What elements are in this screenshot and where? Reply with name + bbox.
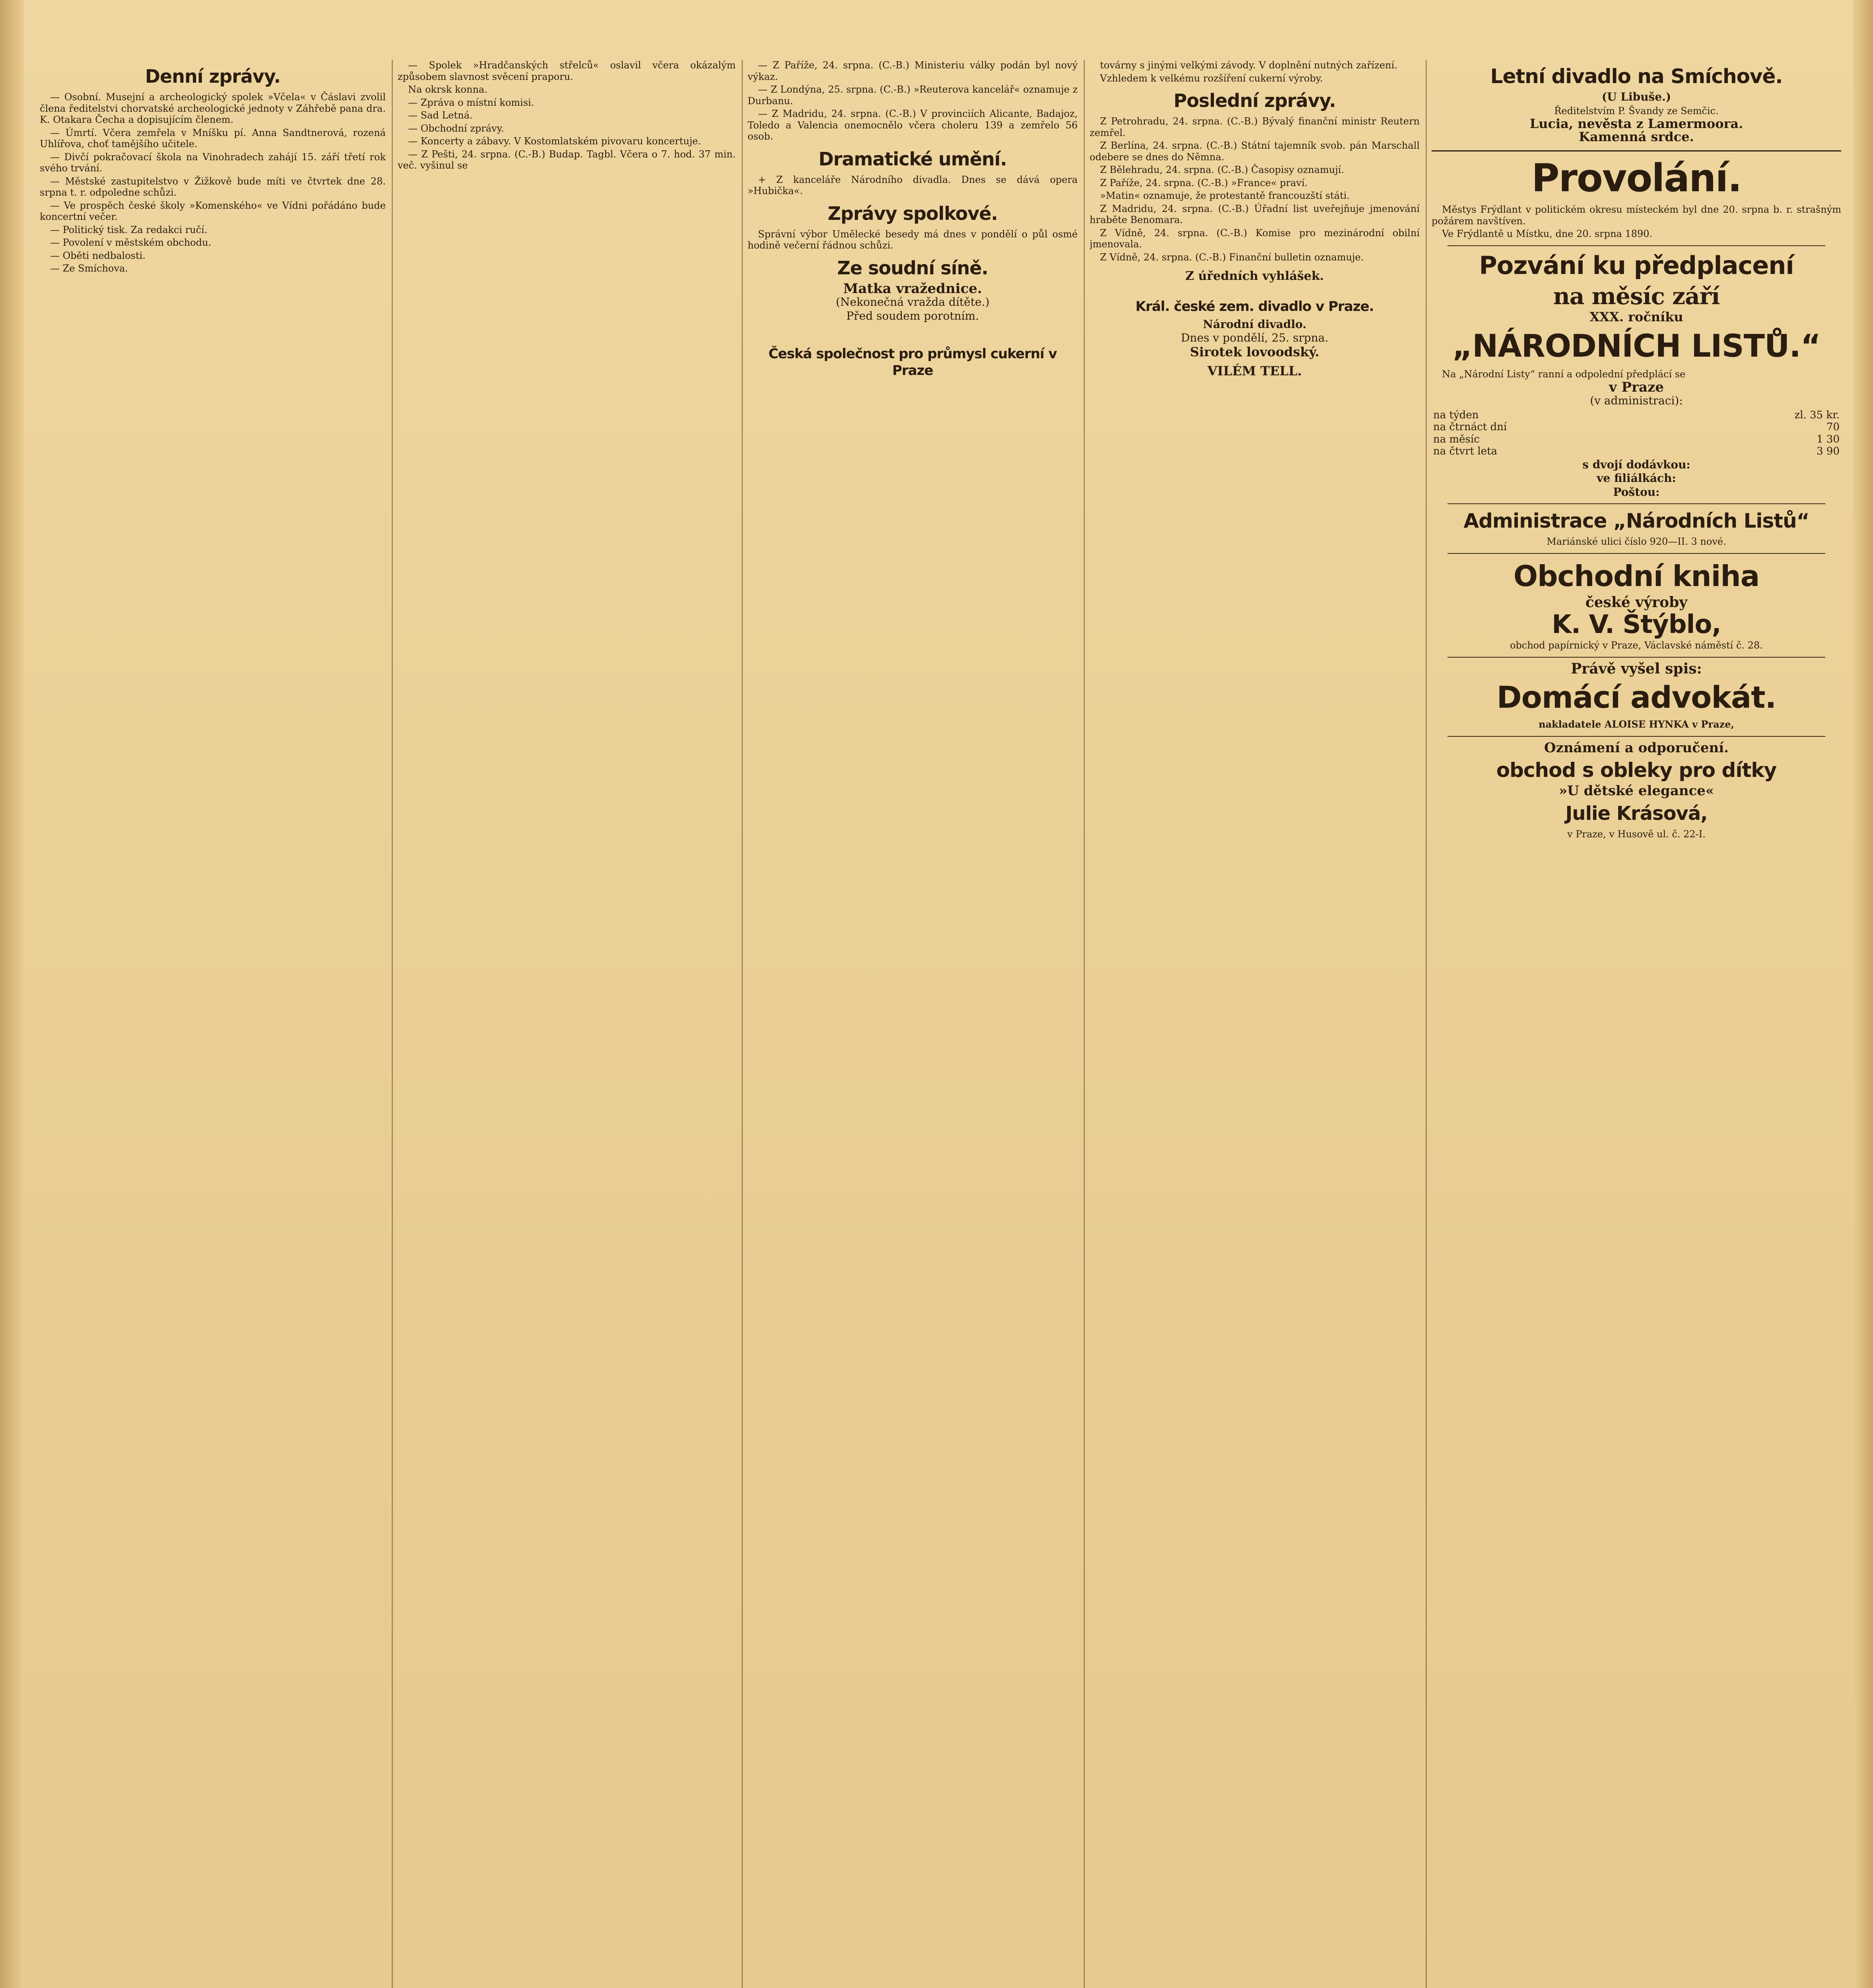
column-4 (1090, 60, 1420, 1988)
article-paragraph: továrny s jinými velkými závody. V doplnění nutných zařízení. (1100, 60, 1397, 71)
heading-julie-krasova: Julie Krásová, (1565, 802, 1708, 825)
heading-ze-soudni-sine: Ze soudní síně. (837, 257, 988, 279)
heading-kral-divadlo: Král. české zem. divadlo v Praze. (1135, 298, 1374, 315)
news-item: Z Madridu, 24. srpna. (C.-B.) Úřadní list uveřejňuje jmenování hraběte Benomara. (1090, 203, 1420, 225)
subheading-u-libuse: (U Libuše.) (1601, 90, 1671, 103)
heading-styblo: K. V. Štýblo, (1552, 610, 1721, 639)
news-item: Z Bělehradu, 24. srpna. (C.-B.) Časopisy oznamují. (1100, 164, 1344, 175)
article-paragraph: — Oběti nedbalosti. (50, 250, 146, 261)
subheading-ceske-vyroby: české výroby (1585, 594, 1688, 611)
subheading-narodni-divadlo: Národní divadlo. (1203, 317, 1307, 331)
administration-address: Mariánské ulici číslo 920—II. 3 nové. (1547, 536, 1726, 547)
price-row (1432, 409, 1841, 421)
heading-dramaticke-umeni: Dramatické umění. (818, 148, 1007, 170)
heading-provolani: Provolání. (1432, 150, 1841, 200)
article-paragraph: — Z Londýna, 25. srpna. (C.-B.) »Reuterova kancelář« oznamuje z Durbanu. (748, 84, 1078, 107)
article-paragraph: — Divčí pokračovací škola na Vinohradech zahájí 15. září třetí rok svého trvání. (40, 151, 386, 174)
article-paragraph: — Ze Smíchova. (50, 263, 128, 274)
separator (1447, 503, 1825, 504)
column-rule (1084, 60, 1085, 1988)
heading-denni-zpravy: Denní zprávy. (145, 66, 281, 87)
article-paragraph: — Z Paříže, 24. srpna. (C.-B.) Ministeriu války podán byl nový výkaz. (748, 60, 1078, 82)
article-paragraph: — Zpráva o místní komisi. (408, 97, 534, 108)
page-edge-right (1853, 0, 1873, 1988)
article-paragraph: — Ve prospěch české školy »Komenského« ve Vídni pořádáno bude koncertní večer. (40, 200, 386, 222)
price-row (1432, 433, 1841, 446)
heading-administrace: Administrace „Národních Listů“ (1463, 509, 1809, 532)
separator (1447, 245, 1825, 246)
price-period: na měsíc (1433, 433, 1480, 445)
heading-posledni-zpravy: Poslední zprávy. (1174, 90, 1336, 111)
theatre-line: Kamenná srdce. (1579, 129, 1694, 144)
price-value: zl. 35 kr. (1794, 409, 1840, 421)
appeal-signature: Ve Frýdlantě u Místku, dne 20. srpna 1890. (1442, 228, 1653, 239)
separator (1447, 657, 1825, 658)
column-rule (1426, 60, 1427, 1988)
price-row (1432, 445, 1841, 458)
heading-uredni-vyhlasky: Z úředních vyhlášek. (1185, 269, 1324, 283)
heading-ceska-spolecnost: Česká společnost pro průmysl cukerní v Praze (768, 346, 1057, 379)
separator (1447, 736, 1825, 737)
price-period: na čtrnáct dní (1433, 421, 1507, 433)
subheading-matka-vrazednice: Matka vražednice. (843, 280, 982, 297)
price-period: na týden (1433, 409, 1479, 421)
article-paragraph: — Politický tisk. Za redakci ručí. (50, 224, 208, 235)
heading-letni-divadlo: Letní divadlo na Smíchově. (1490, 65, 1783, 88)
performance-title: Sirotek lovoodský. (1190, 344, 1319, 359)
heading-oznameni: Oznámení a odporučení. (1544, 740, 1729, 756)
performance-date: Dnes v pondělí, 25. srpna. (1181, 331, 1329, 344)
subheading-vysel-spis: Právě vyšel spis: (1571, 660, 1702, 677)
news-item: »Matin« oznamuje, že protestantě francouzští státi. (1100, 190, 1350, 201)
price-period: na čtvrt leta (1433, 445, 1498, 457)
theatre-line: Ředitelstvím P. Švandy ze Semčic. (1554, 105, 1719, 116)
next-performance-title: VILÉM TELL. (1207, 363, 1302, 379)
article-paragraph: — Spolek »Hradčanských střelců« oslavil včera okázalým způsobem slavnost svěcení praporu. (398, 60, 736, 82)
subheading-note: Před soudem porotním. (846, 309, 979, 322)
styblo-address: obchod papírnický v Praze, Václavské náměstí č. 28. (1510, 640, 1763, 651)
news-item: Z Vídně, 24. srpna. (C.-B.) Komise pro mezinárodní obilní jmenovala. (1090, 227, 1420, 250)
subheading-filialky: ve filiálkách: (1597, 472, 1676, 485)
price-table (1432, 409, 1841, 458)
subheading-rocnik: XXX. ročníku (1589, 309, 1683, 324)
article-paragraph: Správní výbor Umělecké besedy má dnes v pondělí o půl osmé hodině večerní řádnou schůzi. (748, 228, 1078, 251)
article-paragraph: — Povolení v městském obchodu. (50, 237, 212, 248)
article-paragraph: Na okrsk konna. (408, 84, 488, 95)
heading-zpravy-spolkove: Zprávy spolkové. (828, 202, 998, 224)
heading-obchodni-kniha: Obchodní kniha (1513, 559, 1760, 593)
subheading-note: (Nekonečná vražda dítěte.) (835, 295, 990, 309)
article-paragraph: — Sad Letná. (408, 110, 473, 121)
page-edge-left (0, 0, 24, 1988)
column-5-advertisements (1432, 60, 1841, 1988)
column-rule (742, 60, 743, 1988)
article-paragraph: — Úmrtí. Včera zemřela v Mníšku pí. Anna Sandtnerová, rozená Uhlířova, choť tamějšího učitele. (40, 127, 386, 149)
price-value: 70 (1826, 421, 1840, 433)
julie-address: v Praze, v Husově ul. č. 22-I. (1567, 828, 1706, 840)
article-paragraph: — Městské zastupitelstvo v Žižkově bude míti ve čtvrtek dne 28. srpna t. r. odpoledne schůzi. (40, 175, 386, 198)
publisher-line: nakladatele ALOISE HYNKA v Praze, (1539, 718, 1734, 730)
news-item: Z Paříže, 24. srpna. (C.-B.) »France« praví. (1100, 177, 1308, 188)
article-paragraph: — Obchodní zprávy. (408, 122, 504, 134)
article-paragraph: — Z Pešti, 24. srpna. (C.-B.) Budap. Tagbl. Včera o 7. hod. 37 min. več. vyšinul se (398, 148, 736, 171)
article-paragraph: — Koncerty a zábavy. V Kostomlatském pivovaru koncertuje. (408, 136, 701, 147)
heading-obchod-obleky: obchod s obleky pro dítky (1496, 759, 1777, 782)
separator (1447, 553, 1825, 554)
news-item: Z Petrohradu, 24. srpna. (C.-B.) Bývalý finanční ministr Reutern zemřel. (1090, 116, 1420, 138)
theatre-line: Lucia, nevěsta z Lamermoora. (1529, 116, 1743, 131)
subscription-intro: Na „Národní Listy“ ranní a odpolední předplácí se (1442, 369, 1686, 380)
price-value: 3 90 (1817, 445, 1840, 457)
subheading-postou: Poštou: (1613, 485, 1660, 499)
news-item: Z Vídně, 24. srpna. (C.-B.) Finanční bulletin oznamuje. (1100, 251, 1364, 263)
heading-pozvani: Pozvání ku předplacení (1479, 250, 1794, 280)
article-paragraph: — Osobní. Musejní a archeologický spolek »Včela« v Čáslavi zvolil člena ředitelstvi chorvatské archeologické jednoty v Záhřebě pana dra. K. Otakara Čecha a dopisujícím členem. (40, 91, 386, 125)
heading-narodni-listy: „NÁRODNÍCH LISTŮ.“ (1452, 328, 1821, 364)
article-paragraph: Vzhledem k velkému rozšíření cukerní výroby. (1100, 72, 1323, 84)
appeal-text: Městys Frýdlant v politickém okresu místeckém byl dne 20. srpna b. r. strašným požárem navštíven. (1432, 204, 1841, 227)
price-row (1432, 421, 1841, 433)
column-1 (40, 60, 386, 1988)
subheading-u-detske-elegance: »U dětské elegance« (1558, 783, 1714, 799)
column-2 (398, 60, 736, 1988)
heading-domaci-advokat: Domácí advokát. (1496, 679, 1776, 715)
subheading-praha: v Praze (1609, 379, 1664, 395)
article-paragraph: — Z Madridu, 24. srpna. (C.-B.) V provinciích Alicante, Badajoz, Toledo a Valencia onemocnělo včera choleru 139 a zemřelo 56 osob. (748, 108, 1078, 142)
article-paragraph: + Z kanceláře Národního divadla. Dnes se dává opera »Hubička«. (748, 174, 1078, 196)
subheading-praha-note: (v administraci): (1590, 394, 1683, 407)
subheading-dvoji-dodavka: s dvojí dodávkou: (1582, 458, 1690, 471)
heading-na-mesic-zari: na měsíc září (1553, 282, 1720, 310)
column-rule (392, 60, 393, 1988)
column-3 (748, 60, 1078, 1988)
news-item: Z Berlína, 24. srpna. (C.-B.) Státní tajemník svob. pán Marschall odebere se dnes do Němna. (1090, 140, 1420, 163)
price-value: 1 30 (1817, 433, 1840, 445)
